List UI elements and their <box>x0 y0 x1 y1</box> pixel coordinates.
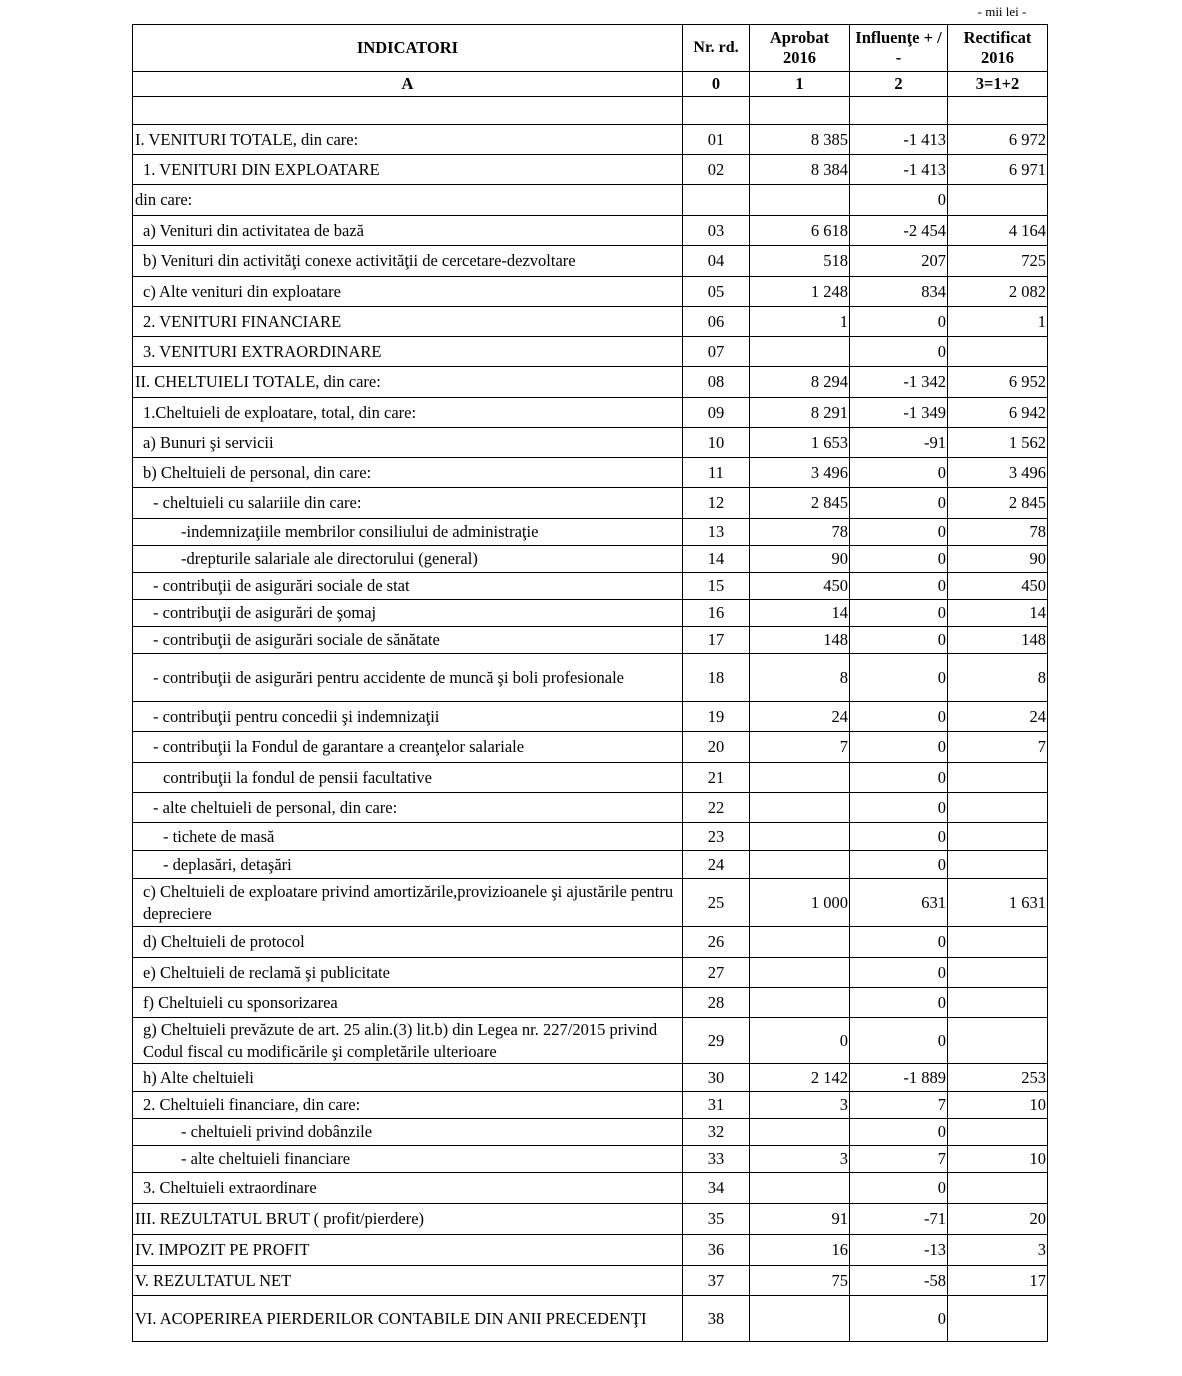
row-nr: 26 <box>683 927 750 958</box>
row-influente: 0 <box>850 732 948 763</box>
row-nr: 02 <box>683 155 750 185</box>
table-row <box>133 1146 1048 1173</box>
row-nr: 06 <box>683 307 750 337</box>
row-label: -drepturile salariale ale directorului (general) <box>133 546 683 573</box>
row-label: a) Bunuri şi servicii <box>133 428 683 458</box>
row-nr: 29 <box>683 1018 750 1064</box>
row-rectificat: 2 845 <box>948 488 1048 519</box>
row-aprobat: 3 496 <box>750 458 850 488</box>
row-label: - deplasări, detaşări <box>133 851 683 879</box>
row-influente: 834 <box>850 277 948 307</box>
row-label: 3. VENITURI EXTRAORDINARE <box>133 337 683 367</box>
table-row <box>133 337 1048 367</box>
row-influente: 7 <box>850 1092 948 1119</box>
row-influente: 0 <box>850 458 948 488</box>
row-aprobat: 2 142 <box>750 1064 850 1092</box>
row-label: V. REZULTATUL NET <box>133 1266 683 1296</box>
row-label: d) Cheltuieli de protocol <box>133 927 683 958</box>
table-row <box>133 1266 1048 1296</box>
row-aprobat: 8 385 <box>750 125 850 155</box>
row-influente: 0 <box>850 702 948 732</box>
row-rectificat: 3 496 <box>948 458 1048 488</box>
table-row <box>133 307 1048 337</box>
row-aprobat <box>750 763 850 793</box>
row-nr: 09 <box>683 398 750 428</box>
row-rectificat: 6 942 <box>948 398 1048 428</box>
row-influente: -2 454 <box>850 216 948 246</box>
row-label: h) Alte cheltuieli <box>133 1064 683 1092</box>
row-nr: 20 <box>683 732 750 763</box>
row-rectificat <box>948 1018 1048 1064</box>
row-label: 3. Cheltuieli extraordinare <box>133 1173 683 1204</box>
row-aprobat: 8 <box>750 654 850 702</box>
table-row <box>133 246 1048 277</box>
row-influente: 0 <box>850 519 948 546</box>
row-label: IV. IMPOZIT PE PROFIT <box>133 1235 683 1266</box>
row-label: - alte cheltuieli de personal, din care: <box>133 793 683 823</box>
row-nr: 16 <box>683 600 750 627</box>
row-aprobat: 78 <box>750 519 850 546</box>
table-row <box>133 155 1048 185</box>
table-row <box>133 988 1048 1018</box>
row-aprobat: 91 <box>750 1204 850 1235</box>
row-rectificat: 6 952 <box>948 367 1048 398</box>
table-row <box>133 654 1048 702</box>
header-rectificat: Rectificat 2016 <box>948 25 1048 72</box>
row-aprobat: 8 294 <box>750 367 850 398</box>
table-row <box>133 851 1048 879</box>
row-nr: 27 <box>683 958 750 988</box>
row-aprobat: 75 <box>750 1266 850 1296</box>
row-influente: 0 <box>850 1296 948 1342</box>
row-nr: 18 <box>683 654 750 702</box>
row-influente: 0 <box>850 600 948 627</box>
row-influente: 0 <box>850 1018 948 1064</box>
table-row <box>133 398 1048 428</box>
row-nr: 07 <box>683 337 750 367</box>
row-rectificat: 14 <box>948 600 1048 627</box>
row-label: f) Cheltuieli cu sponsorizarea <box>133 988 683 1018</box>
row-aprobat: 1 000 <box>750 879 850 927</box>
row-influente: -71 <box>850 1204 948 1235</box>
row-aprobat: 1 248 <box>750 277 850 307</box>
row-nr: 19 <box>683 702 750 732</box>
row-influente: -1 413 <box>850 155 948 185</box>
row-nr: 36 <box>683 1235 750 1266</box>
row-influente: 0 <box>850 546 948 573</box>
row-influente: 631 <box>850 879 948 927</box>
row-nr: 13 <box>683 519 750 546</box>
row-label: III. REZULTATUL BRUT ( profit/pierdere) <box>133 1204 683 1235</box>
row-label: 1.Cheltuieli de exploatare, total, din care: <box>133 398 683 428</box>
row-rectificat <box>948 185 1048 216</box>
row-rectificat <box>948 337 1048 367</box>
row-rectificat <box>948 1296 1048 1342</box>
row-nr: 17 <box>683 627 750 654</box>
row-influente: -1 349 <box>850 398 948 428</box>
row-aprobat <box>750 958 850 988</box>
row-aprobat: 24 <box>750 702 850 732</box>
table-row <box>133 367 1048 398</box>
row-rectificat: 1 562 <box>948 428 1048 458</box>
row-nr: 08 <box>683 367 750 398</box>
row-aprobat <box>750 823 850 851</box>
row-influente: -1 889 <box>850 1064 948 1092</box>
row-nr: 30 <box>683 1064 750 1092</box>
row-influente: 0 <box>850 851 948 879</box>
row-nr: 04 <box>683 246 750 277</box>
table-row <box>133 702 1048 732</box>
row-label: c) Cheltuieli de exploatare privind amortizările,provizioanele şi ajustările pentru depreciere <box>133 879 683 927</box>
row-aprobat: 1 <box>750 307 850 337</box>
row-influente: 0 <box>850 958 948 988</box>
row-label: contribuţii la fondul de pensii facultative <box>133 763 683 793</box>
table-row <box>133 428 1048 458</box>
row-nr: 25 <box>683 879 750 927</box>
row-rectificat: 3 <box>948 1235 1048 1266</box>
row-influente: -58 <box>850 1266 948 1296</box>
row-label: - alte cheltuieli financiare <box>133 1146 683 1173</box>
unit-label: - mii lei - <box>977 4 1027 19</box>
code-rectificat: 3=1+2 <box>948 72 1048 97</box>
row-nr: 03 <box>683 216 750 246</box>
row-label: - tichete de masă <box>133 823 683 851</box>
row-rectificat: 20 <box>948 1204 1048 1235</box>
row-nr: 01 <box>683 125 750 155</box>
row-rectificat <box>948 1119 1048 1146</box>
row-label: - contribuţii pentru concedii şi indemnizaţii <box>133 702 683 732</box>
row-influente: 0 <box>850 185 948 216</box>
row-rectificat: 148 <box>948 627 1048 654</box>
row-rectificat: 1 631 <box>948 879 1048 927</box>
row-influente: 0 <box>850 927 948 958</box>
empty-row <box>133 97 1048 125</box>
row-nr: 10 <box>683 428 750 458</box>
row-aprobat <box>750 1296 850 1342</box>
table-row <box>133 488 1048 519</box>
table-row <box>133 277 1048 307</box>
row-label: 2. VENITURI FINANCIARE <box>133 307 683 337</box>
row-rectificat: 6 971 <box>948 155 1048 185</box>
row-nr: 22 <box>683 793 750 823</box>
row-label: c) Alte venituri din exploatare <box>133 277 683 307</box>
table-row <box>133 216 1048 246</box>
row-rectificat: 450 <box>948 573 1048 600</box>
row-label: - cheltuieli privind dobânzile <box>133 1119 683 1146</box>
table-row <box>133 732 1048 763</box>
row-label: g) Cheltuieli prevăzute de art. 25 alin.(3) lit.b) din Legea nr. 227/2015 privind Codul fiscal cu modificările şi completările ulterioare <box>133 1018 683 1064</box>
table-row <box>133 927 1048 958</box>
table-row <box>133 1092 1048 1119</box>
row-label: b) Cheltuieli de personal, din care: <box>133 458 683 488</box>
row-nr: 15 <box>683 573 750 600</box>
financial-table <box>132 24 1048 1342</box>
row-label: I. VENITURI TOTALE, din care: <box>133 125 683 155</box>
row-aprobat <box>750 927 850 958</box>
row-influente: -1 413 <box>850 125 948 155</box>
row-aprobat: 450 <box>750 573 850 600</box>
row-rectificat <box>948 793 1048 823</box>
table-row <box>133 1204 1048 1235</box>
row-aprobat: 7 <box>750 732 850 763</box>
row-influente: 0 <box>850 307 948 337</box>
code-nr: 0 <box>683 72 750 97</box>
row-rectificat: 7 <box>948 732 1048 763</box>
row-influente: 7 <box>850 1146 948 1173</box>
row-nr: 31 <box>683 1092 750 1119</box>
row-aprobat: 16 <box>750 1235 850 1266</box>
row-nr <box>683 185 750 216</box>
row-label: 2. Cheltuieli financiare, din care: <box>133 1092 683 1119</box>
table-row <box>133 763 1048 793</box>
row-aprobat: 518 <box>750 246 850 277</box>
row-influente: 0 <box>850 337 948 367</box>
row-rectificat <box>948 823 1048 851</box>
header-influente: Influenţe + / - <box>850 25 948 72</box>
header-aprobat: Aprobat 2016 <box>750 25 850 72</box>
row-influente: 0 <box>850 627 948 654</box>
row-nr: 35 <box>683 1204 750 1235</box>
row-rectificat: 17 <box>948 1266 1048 1296</box>
row-influente: -91 <box>850 428 948 458</box>
row-label: - cheltuieli cu salariile din care: <box>133 488 683 519</box>
row-label: - contribuţii de asigurări sociale de sănătate <box>133 627 683 654</box>
row-rectificat <box>948 763 1048 793</box>
row-label: 1. VENITURI DIN EXPLOATARE <box>133 155 683 185</box>
table-row <box>133 546 1048 573</box>
row-influente: 207 <box>850 246 948 277</box>
row-aprobat: 148 <box>750 627 850 654</box>
row-influente: 0 <box>850 1173 948 1204</box>
row-rectificat: 78 <box>948 519 1048 546</box>
row-rectificat: 2 082 <box>948 277 1048 307</box>
code-aprobat: 1 <box>750 72 850 97</box>
row-nr: 14 <box>683 546 750 573</box>
row-nr: 23 <box>683 823 750 851</box>
table-row <box>133 879 1048 927</box>
row-aprobat <box>750 793 850 823</box>
row-influente: 0 <box>850 1119 948 1146</box>
row-rectificat: 725 <box>948 246 1048 277</box>
row-rectificat: 1 <box>948 307 1048 337</box>
row-nr: 37 <box>683 1266 750 1296</box>
row-label: a) Venituri din activitatea de bază <box>133 216 683 246</box>
row-label: b) Venituri din activităţi conexe activităţii de cercetare-dezvoltare <box>133 246 683 277</box>
row-rectificat: 8 <box>948 654 1048 702</box>
row-label: - contribuţii de asigurări pentru accidente de muncă şi boli profesionale <box>133 654 683 702</box>
table-row <box>133 125 1048 155</box>
row-aprobat: 14 <box>750 600 850 627</box>
row-nr: 34 <box>683 1173 750 1204</box>
row-aprobat: 2 845 <box>750 488 850 519</box>
table-row <box>133 1235 1048 1266</box>
row-aprobat <box>750 851 850 879</box>
row-influente: -13 <box>850 1235 948 1266</box>
table-row <box>133 600 1048 627</box>
table-row <box>133 1064 1048 1092</box>
row-label: e) Cheltuieli de reclamă şi publicitate <box>133 958 683 988</box>
row-aprobat: 8 384 <box>750 155 850 185</box>
row-rectificat <box>948 988 1048 1018</box>
table-row <box>133 793 1048 823</box>
header-nr: Nr. rd. <box>683 25 750 72</box>
table-row <box>133 958 1048 988</box>
row-influente: 0 <box>850 573 948 600</box>
row-nr: 12 <box>683 488 750 519</box>
code-influente: 2 <box>850 72 948 97</box>
row-label: din care: <box>133 185 683 216</box>
row-nr: 38 <box>683 1296 750 1342</box>
row-influente: 0 <box>850 988 948 1018</box>
row-nr: 21 <box>683 763 750 793</box>
row-rectificat: 24 <box>948 702 1048 732</box>
table-row <box>133 1296 1048 1342</box>
row-aprobat: 8 291 <box>750 398 850 428</box>
row-rectificat: 6 972 <box>948 125 1048 155</box>
row-rectificat <box>948 851 1048 879</box>
row-aprobat: 3 <box>750 1092 850 1119</box>
row-nr: 05 <box>683 277 750 307</box>
row-aprobat: 90 <box>750 546 850 573</box>
row-aprobat: 0 <box>750 1018 850 1064</box>
code-a: A <box>133 72 683 97</box>
row-nr: 33 <box>683 1146 750 1173</box>
row-rectificat: 4 164 <box>948 216 1048 246</box>
row-rectificat: 10 <box>948 1146 1048 1173</box>
row-label: VI. ACOPERIREA PIERDERILOR CONTABILE DIN ANII PRECEDENŢI <box>133 1296 683 1342</box>
row-label: - contribuţii de asigurări sociale de stat <box>133 573 683 600</box>
header-indicatori: INDICATORI <box>133 25 683 72</box>
row-aprobat: 6 618 <box>750 216 850 246</box>
table-row <box>133 1018 1048 1064</box>
row-label: -indemnizaţiile membrilor consiliului de administraţie <box>133 519 683 546</box>
table-body <box>133 97 1048 1342</box>
row-influente: 0 <box>850 793 948 823</box>
row-rectificat <box>948 927 1048 958</box>
row-influente: 0 <box>850 823 948 851</box>
table-row <box>133 573 1048 600</box>
row-influente: -1 342 <box>850 367 948 398</box>
table-row <box>133 458 1048 488</box>
row-aprobat <box>750 1119 850 1146</box>
row-label: - contribuţii de asigurări de şomaj <box>133 600 683 627</box>
table-row <box>133 627 1048 654</box>
row-nr: 11 <box>683 458 750 488</box>
row-rectificat <box>948 1173 1048 1204</box>
row-influente: 0 <box>850 763 948 793</box>
row-nr: 24 <box>683 851 750 879</box>
row-label: - contribuţii la Fondul de garantare a creanţelor salariale <box>133 732 683 763</box>
row-aprobat: 3 <box>750 1146 850 1173</box>
row-rectificat <box>948 958 1048 988</box>
row-nr: 28 <box>683 988 750 1018</box>
row-aprobat <box>750 337 850 367</box>
row-influente: 0 <box>850 654 948 702</box>
table-row <box>133 519 1048 546</box>
row-influente: 0 <box>850 488 948 519</box>
row-rectificat: 10 <box>948 1092 1048 1119</box>
row-aprobat <box>750 1173 850 1204</box>
table-row <box>133 1173 1048 1204</box>
row-rectificat: 253 <box>948 1064 1048 1092</box>
row-nr: 32 <box>683 1119 750 1146</box>
row-aprobat <box>750 988 850 1018</box>
row-rectificat: 90 <box>948 546 1048 573</box>
table-row <box>133 823 1048 851</box>
row-aprobat: 1 653 <box>750 428 850 458</box>
table-row <box>133 185 1048 216</box>
row-label: II. CHELTUIELI TOTALE, din care: <box>133 367 683 398</box>
table-row <box>133 1119 1048 1146</box>
row-aprobat <box>750 185 850 216</box>
